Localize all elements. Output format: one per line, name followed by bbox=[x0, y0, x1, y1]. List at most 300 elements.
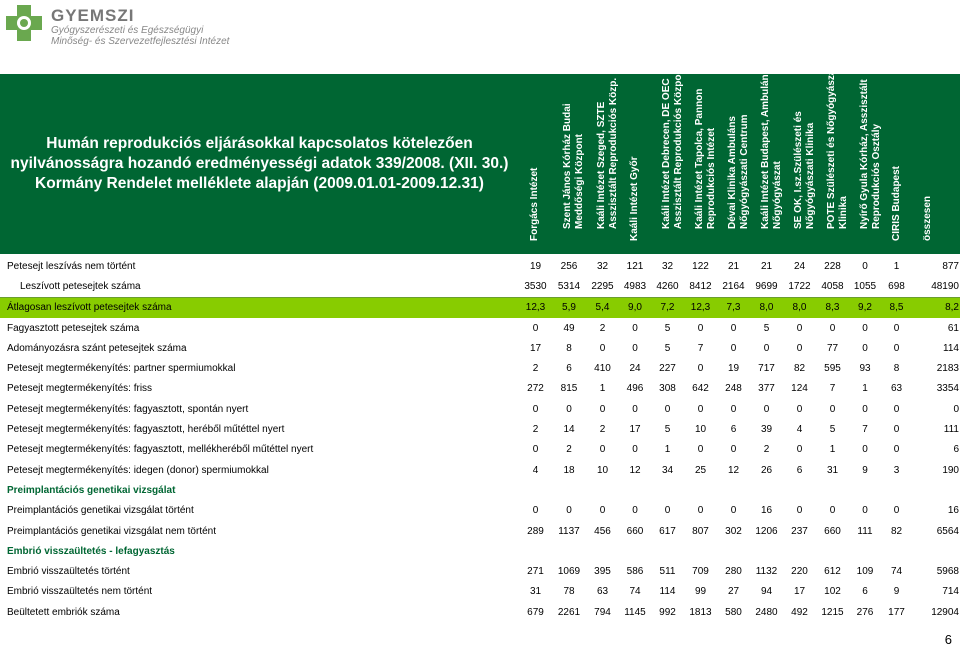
value-cell: 0 bbox=[566, 505, 572, 517]
column-header-line-1: Dévai Klinika Ambuláns bbox=[727, 116, 738, 229]
value-cell: 82 bbox=[890, 525, 903, 537]
value-cell bbox=[750, 480, 783, 500]
total-cell: 8,2 bbox=[912, 297, 960, 318]
value-cell: 717 bbox=[758, 363, 775, 375]
value-cell: 410 bbox=[594, 363, 611, 375]
value-cell: 511 bbox=[659, 566, 676, 578]
value-cell: 1722 bbox=[783, 276, 816, 297]
row-label: Embrió visszaültetés nem történt bbox=[7, 586, 153, 598]
column-header-line-1: Nyírő Gyula Kórház, Asszisztált bbox=[859, 79, 870, 229]
value-cell: 0 bbox=[697, 505, 704, 517]
value-cell: 31 bbox=[826, 464, 839, 476]
value-cell: 271 bbox=[527, 566, 544, 578]
value-cell: 0 bbox=[893, 322, 900, 334]
value-cell: 642 bbox=[692, 383, 709, 395]
value-cell: 122 bbox=[692, 260, 709, 272]
total-cell: 6564 bbox=[936, 525, 959, 537]
value-cell: 4058 bbox=[816, 276, 849, 297]
value-cell: 698 bbox=[881, 276, 912, 297]
value-cell: 0 bbox=[599, 444, 606, 456]
value-cell: 114 bbox=[659, 586, 676, 598]
value-cell: 8412 bbox=[684, 276, 717, 297]
value-cell: 3530 bbox=[519, 276, 552, 297]
page-number: 6 bbox=[944, 632, 952, 647]
value-cell bbox=[519, 480, 552, 500]
row-label: Embrió visszaültetés - lefagyasztás bbox=[7, 545, 175, 557]
value-cell: 12,3 bbox=[519, 297, 552, 318]
table-row bbox=[0, 521, 960, 541]
table-row bbox=[0, 318, 960, 338]
value-cell: 0 bbox=[862, 322, 868, 334]
total-cell: 5968 bbox=[936, 566, 959, 578]
value-cell: 2 bbox=[532, 363, 539, 375]
value-cell: 660 bbox=[626, 525, 644, 537]
row-label: Preimplantációs genetikai vizsgálat történt bbox=[7, 505, 194, 517]
value-cell: 0 bbox=[893, 505, 900, 517]
total-cell: 0 bbox=[953, 403, 959, 415]
value-cell: 26 bbox=[760, 464, 773, 476]
page-title bbox=[0, 134, 519, 194]
value-cell: 1 bbox=[664, 444, 671, 456]
value-cell: 0 bbox=[730, 322, 737, 334]
value-cell: 586 bbox=[626, 566, 644, 578]
column-header-label bbox=[661, 65, 684, 229]
column-headers bbox=[519, 63, 960, 254]
value-cell: 237 bbox=[791, 525, 808, 537]
column-header-line-2: Nőgyógyászati Centrum bbox=[738, 114, 750, 229]
value-cell: 2261 bbox=[557, 606, 581, 618]
column-header-line-2: Reprodukciós Intézet bbox=[705, 127, 717, 229]
value-cell: 4 bbox=[796, 424, 803, 436]
value-cell: 31 bbox=[529, 586, 542, 598]
value-cell: 2164 bbox=[717, 276, 750, 297]
value-cell: 276 bbox=[856, 606, 874, 618]
value-cell: 12,3 bbox=[684, 297, 717, 318]
value-cell bbox=[684, 541, 717, 561]
column-header-label bbox=[562, 103, 585, 229]
value-cell: 0 bbox=[599, 505, 606, 517]
value-cell: 289 bbox=[527, 525, 544, 537]
value-cell: 121 bbox=[626, 260, 644, 272]
value-cell: 1055 bbox=[849, 276, 881, 297]
table-row bbox=[0, 297, 960, 318]
table-row bbox=[0, 440, 960, 460]
column-header-label bbox=[760, 69, 783, 229]
value-cell: 93 bbox=[859, 363, 871, 375]
value-cell: 12 bbox=[727, 464, 740, 476]
value-cell: 807 bbox=[692, 525, 709, 537]
value-cell: 595 bbox=[824, 363, 841, 375]
value-cell: 9,2 bbox=[849, 297, 881, 318]
row-label: Petesejt leszívás nem történt bbox=[7, 260, 136, 272]
total-cell: 114 bbox=[943, 342, 959, 354]
value-cell: 99 bbox=[694, 586, 707, 598]
value-cell: 0 bbox=[632, 444, 638, 456]
total-cell bbox=[912, 541, 960, 561]
value-cell: 2 bbox=[599, 424, 606, 436]
value-cell: 0 bbox=[697, 403, 704, 415]
value-cell: 17 bbox=[629, 424, 641, 436]
value-cell: 6 bbox=[566, 363, 572, 375]
value-cell: 248 bbox=[725, 383, 742, 395]
value-cell: 0 bbox=[796, 403, 803, 415]
value-cell: 39 bbox=[760, 424, 773, 436]
value-cell: 0 bbox=[730, 342, 737, 354]
value-cell: 0 bbox=[632, 403, 638, 415]
value-cell bbox=[619, 541, 651, 561]
value-cell: 395 bbox=[594, 566, 611, 578]
column-header-line-2: Nőgyógyászat bbox=[771, 161, 783, 229]
value-cell: 220 bbox=[791, 566, 808, 578]
value-cell: 1 bbox=[829, 444, 836, 456]
table-row bbox=[0, 582, 960, 602]
value-cell: 12 bbox=[629, 464, 641, 476]
row-label: Embrió visszaültetés történt bbox=[7, 566, 130, 578]
value-cell: 0 bbox=[862, 444, 868, 456]
table-row bbox=[0, 358, 960, 378]
value-cell: 0 bbox=[829, 403, 836, 415]
total-cell: 111 bbox=[943, 424, 959, 436]
logo-sub-text-1: Gyógyszerészeti és Egészségügyi bbox=[51, 25, 204, 36]
value-cell: 24 bbox=[629, 363, 641, 375]
title-line-3: Kormány Rendelet melléklete alapján (2009.01.01-2009.12.31) bbox=[35, 175, 484, 192]
value-cell bbox=[586, 480, 619, 500]
table-row bbox=[0, 338, 960, 358]
column-header-line-1: Kaáli Intézet Szeged, SZTE bbox=[596, 101, 607, 229]
total-cell: 877 bbox=[942, 260, 959, 272]
value-cell: 8 bbox=[893, 363, 900, 375]
column-header-line-1: Kaáli Intézet Győr bbox=[629, 156, 640, 241]
row-label: Átlagosan leszívott petesejtek száma bbox=[0, 297, 519, 318]
column-header-line-1: Kaáli Intézet Tapolca, Pannon bbox=[694, 88, 705, 229]
row-label: Petesejt megtermékenyítés: fagyasztott, heréből műtéttel nyert bbox=[7, 424, 285, 436]
value-cell: 4260 bbox=[651, 276, 684, 297]
value-cell: 5 bbox=[829, 424, 836, 436]
row-label: Petesejt megtermékenyítés: fagyasztott, spontán nyert bbox=[7, 403, 249, 415]
column-header-line-2: Asszisztált Reprodukciós Közp. bbox=[607, 77, 619, 229]
row-label: Leszívott petesejtek száma bbox=[0, 276, 519, 297]
value-cell: 5,9 bbox=[552, 297, 586, 318]
value-cell: 0 bbox=[763, 342, 770, 354]
value-cell: 0 bbox=[632, 505, 638, 517]
value-cell: 456 bbox=[594, 525, 611, 537]
value-cell bbox=[816, 541, 849, 561]
value-cell: 0 bbox=[632, 342, 638, 354]
value-cell: 1215 bbox=[821, 606, 844, 618]
value-cell: 302 bbox=[725, 525, 742, 537]
value-cell bbox=[684, 480, 717, 500]
value-cell: 1145 bbox=[624, 606, 646, 618]
value-cell: 0 bbox=[862, 505, 868, 517]
column-header-line-2: Klinika bbox=[837, 196, 849, 229]
row-label: Preimplantációs genetikai vizsgálat bbox=[7, 484, 176, 496]
value-cell: 0 bbox=[829, 322, 836, 334]
value-cell: 24 bbox=[793, 260, 806, 272]
value-cell: 0 bbox=[862, 403, 868, 415]
value-cell: 16 bbox=[760, 505, 773, 517]
value-cell: 0 bbox=[796, 342, 803, 354]
value-cell: 7 bbox=[697, 342, 704, 354]
value-cell: 0 bbox=[632, 322, 638, 334]
value-cell: 377 bbox=[758, 383, 775, 395]
value-cell: 74 bbox=[890, 566, 903, 578]
table-row bbox=[0, 602, 960, 622]
value-cell: 2480 bbox=[755, 606, 778, 618]
value-cell bbox=[586, 541, 619, 561]
row-label: Petesejt megtermékenyítés: fagyasztott, mellékheréből műtéttel nyert bbox=[7, 444, 314, 456]
column-header-line-1: CIRIS Budapest bbox=[891, 165, 902, 241]
value-cell bbox=[651, 541, 684, 561]
value-cell: 8,3 bbox=[816, 297, 849, 318]
value-cell: 228 bbox=[824, 260, 841, 272]
value-cell: 0 bbox=[599, 403, 606, 415]
column-header-label bbox=[629, 156, 641, 240]
column-header-line-1: Kaáli Intézet Budapest, Ambuláns bbox=[760, 68, 771, 229]
value-cell: 177 bbox=[888, 606, 905, 618]
total-cell: 3354 bbox=[936, 383, 959, 395]
table-header bbox=[0, 63, 960, 254]
value-cell: 14 bbox=[563, 424, 575, 436]
total-cell: 48190 bbox=[912, 276, 960, 297]
value-cell: 709 bbox=[692, 566, 709, 578]
row-label: Preimplantációs genetikai vizsgálat nem történt bbox=[7, 525, 216, 537]
value-cell: 496 bbox=[626, 383, 644, 395]
column-header-line-2: Asszisztált Reprodukciós Központ bbox=[672, 65, 684, 229]
value-cell: 32 bbox=[596, 260, 609, 272]
value-cell: 1 bbox=[599, 383, 606, 395]
value-cell: 580 bbox=[725, 606, 742, 618]
value-cell: 0 bbox=[532, 444, 539, 456]
row-label: Petesejt megtermékenyítés: partner spermiumokkal bbox=[7, 363, 236, 375]
value-cell: 0 bbox=[599, 342, 606, 354]
value-cell: 0 bbox=[893, 342, 900, 354]
column-header-label bbox=[891, 165, 903, 240]
value-cell: 10 bbox=[596, 464, 609, 476]
value-cell: 6 bbox=[862, 586, 868, 598]
logo-main-text: GYEMSZI bbox=[51, 6, 135, 25]
value-cell: 0 bbox=[796, 444, 803, 456]
value-cell: 5 bbox=[763, 322, 770, 334]
value-cell: 272 bbox=[527, 383, 544, 395]
row-label: Fagyasztott petesejtek száma bbox=[7, 322, 140, 334]
logo bbox=[3, 3, 333, 47]
value-cell: 0 bbox=[893, 424, 900, 436]
value-cell: 102 bbox=[824, 586, 841, 598]
value-cell: 1 bbox=[893, 260, 900, 272]
table-row bbox=[0, 256, 960, 276]
value-cell: 0 bbox=[532, 403, 539, 415]
column-header-line-1: Kaáli Intézet Debrecen, DE OEC bbox=[661, 78, 672, 229]
column-header-label bbox=[596, 78, 619, 229]
column-header-label bbox=[727, 115, 750, 229]
value-cell: 280 bbox=[725, 566, 742, 578]
column-header-label bbox=[826, 63, 849, 229]
column-header-line-1: Szent János Kórház Budai bbox=[562, 103, 573, 229]
value-cell: 1 bbox=[862, 383, 868, 395]
value-cell: 7 bbox=[862, 424, 868, 436]
table-row bbox=[0, 399, 960, 419]
value-cell: 0 bbox=[862, 260, 868, 272]
total-cell: 6 bbox=[953, 444, 959, 456]
value-cell: 2 bbox=[566, 444, 572, 456]
value-cell: 2295 bbox=[586, 276, 619, 297]
value-cell: 18 bbox=[563, 464, 575, 476]
value-cell: 109 bbox=[856, 566, 874, 578]
value-cell: 6 bbox=[730, 424, 737, 436]
value-cell: 1069 bbox=[557, 566, 581, 578]
value-cell bbox=[619, 480, 651, 500]
column-header-line-1: SE OK, I.sz.Szülészeti és bbox=[793, 111, 804, 229]
value-cell: 5314 bbox=[552, 276, 586, 297]
column-header-line-1: Forgács Intézet bbox=[529, 167, 540, 241]
logo-cross-icon bbox=[3, 3, 45, 43]
value-cell: 8 bbox=[566, 342, 572, 354]
value-cell: 679 bbox=[527, 606, 544, 618]
value-cell: 17 bbox=[793, 586, 806, 598]
table-row bbox=[0, 561, 960, 581]
value-cell: 0 bbox=[697, 322, 704, 334]
value-cell: 49 bbox=[563, 322, 575, 334]
value-cell: 0 bbox=[532, 322, 539, 334]
value-cell bbox=[750, 541, 783, 561]
value-cell: 617 bbox=[659, 525, 676, 537]
value-cell: 19 bbox=[727, 363, 740, 375]
column-header-line-2: Meddőségi Központ bbox=[573, 134, 585, 229]
column-header-line-2: Nőgyógyászati Klinika bbox=[804, 122, 816, 229]
value-cell: 6 bbox=[796, 464, 803, 476]
value-cell bbox=[783, 480, 816, 500]
value-cell: 4983 bbox=[619, 276, 651, 297]
value-cell: 1206 bbox=[755, 525, 778, 537]
table-row bbox=[0, 379, 960, 399]
row-label: Petesejt megtermékenyítés: friss bbox=[7, 383, 153, 395]
title-box bbox=[0, 74, 519, 254]
value-cell: 992 bbox=[659, 606, 676, 618]
value-cell: 7,2 bbox=[651, 297, 684, 318]
table-row bbox=[0, 460, 960, 480]
value-cell: 0 bbox=[730, 403, 737, 415]
value-cell: 1813 bbox=[689, 606, 712, 618]
column-header-label bbox=[694, 89, 717, 229]
value-cell: 227 bbox=[659, 363, 676, 375]
value-cell: 0 bbox=[796, 505, 803, 517]
value-cell: 21 bbox=[727, 260, 740, 272]
value-cell: 0 bbox=[763, 403, 770, 415]
value-cell bbox=[651, 480, 684, 500]
table-row bbox=[0, 501, 960, 521]
value-cell: 492 bbox=[791, 606, 808, 618]
value-cell: 5,4 bbox=[586, 297, 619, 318]
table-row bbox=[0, 480, 960, 500]
value-cell bbox=[717, 541, 750, 561]
value-cell: 0 bbox=[862, 342, 868, 354]
value-cell: 5 bbox=[664, 342, 671, 354]
column-header-line-1: összesen bbox=[922, 195, 933, 241]
row-label: Beültetett embriók száma bbox=[7, 606, 120, 618]
value-cell: 17 bbox=[529, 342, 542, 354]
value-cell: 0 bbox=[730, 505, 737, 517]
value-cell: 63 bbox=[596, 586, 609, 598]
table-row bbox=[0, 541, 960, 561]
value-cell: 63 bbox=[890, 383, 903, 395]
column-header-label bbox=[859, 79, 882, 229]
column-header-label bbox=[793, 111, 816, 229]
value-cell bbox=[783, 541, 816, 561]
value-cell: 308 bbox=[659, 383, 676, 395]
value-cell: 111 bbox=[857, 525, 873, 537]
column-header-line-2: Reprodukciós Osztály bbox=[870, 123, 882, 229]
value-cell: 27 bbox=[727, 586, 740, 598]
column-header-line-1: POTE Szülészeti és Nőgyógyászati bbox=[826, 63, 837, 229]
value-cell: 0 bbox=[532, 505, 539, 517]
row-label: Adományozásra szánt petesejtek száma bbox=[7, 342, 187, 354]
value-cell: 8,0 bbox=[783, 297, 816, 318]
value-cell: 21 bbox=[760, 260, 773, 272]
data-table bbox=[0, 256, 960, 622]
value-cell bbox=[552, 480, 586, 500]
total-cell bbox=[912, 480, 960, 500]
value-cell: 9,0 bbox=[619, 297, 651, 318]
value-cell: 8,0 bbox=[750, 297, 783, 318]
value-cell: 7 bbox=[829, 383, 836, 395]
total-cell: 61 bbox=[947, 322, 959, 334]
total-cell: 16 bbox=[947, 505, 959, 517]
column-header-label bbox=[529, 167, 541, 240]
value-cell bbox=[849, 480, 881, 500]
value-cell: 34 bbox=[661, 464, 674, 476]
value-cell bbox=[717, 480, 750, 500]
logo-sub-text-2: Minőség- és Szervezetfejlesztési Intézet bbox=[51, 36, 230, 47]
value-cell: 94 bbox=[760, 586, 773, 598]
value-cell: 0 bbox=[664, 403, 671, 415]
value-cell: 0 bbox=[893, 444, 900, 456]
total-cell: 190 bbox=[942, 464, 959, 476]
value-cell: 5 bbox=[664, 322, 671, 334]
value-cell: 10 bbox=[694, 424, 707, 436]
value-cell: 0 bbox=[664, 505, 671, 517]
value-cell: 19 bbox=[529, 260, 542, 272]
value-cell: 9 bbox=[893, 586, 900, 598]
total-cell: 2183 bbox=[936, 363, 959, 375]
value-cell: 82 bbox=[793, 363, 806, 375]
value-cell: 1137 bbox=[558, 525, 580, 537]
value-cell: 9 bbox=[862, 464, 868, 476]
title-line-1: Humán reprodukciós eljárásokkal kapcsolatos kötelezően bbox=[46, 135, 473, 152]
value-cell: 0 bbox=[566, 403, 572, 415]
value-cell: 8,5 bbox=[881, 297, 912, 318]
value-cell: 0 bbox=[829, 505, 836, 517]
value-cell: 3 bbox=[893, 464, 900, 476]
value-cell: 256 bbox=[560, 260, 578, 272]
row-label: Petesejt megtermékenyítés: idegen (donor) spermiumokkal bbox=[7, 464, 269, 476]
value-cell: 0 bbox=[697, 444, 704, 456]
value-cell: 32 bbox=[661, 260, 674, 272]
title-line-2: nyilvánosságra hozandó eredményességi adatok 339/2008. (XII. 30.) bbox=[10, 155, 509, 172]
value-cell: 74 bbox=[629, 586, 641, 598]
value-cell: 2 bbox=[763, 444, 770, 456]
value-cell: 0 bbox=[730, 444, 737, 456]
table-row bbox=[0, 276, 960, 297]
value-cell: 25 bbox=[694, 464, 707, 476]
value-cell: 5 bbox=[664, 424, 671, 436]
value-cell: 660 bbox=[824, 525, 841, 537]
value-cell: 1132 bbox=[755, 566, 778, 578]
value-cell: 0 bbox=[893, 403, 900, 415]
value-cell bbox=[849, 541, 881, 561]
value-cell: 78 bbox=[563, 586, 575, 598]
value-cell: 815 bbox=[560, 383, 578, 395]
value-cell: 77 bbox=[826, 342, 839, 354]
